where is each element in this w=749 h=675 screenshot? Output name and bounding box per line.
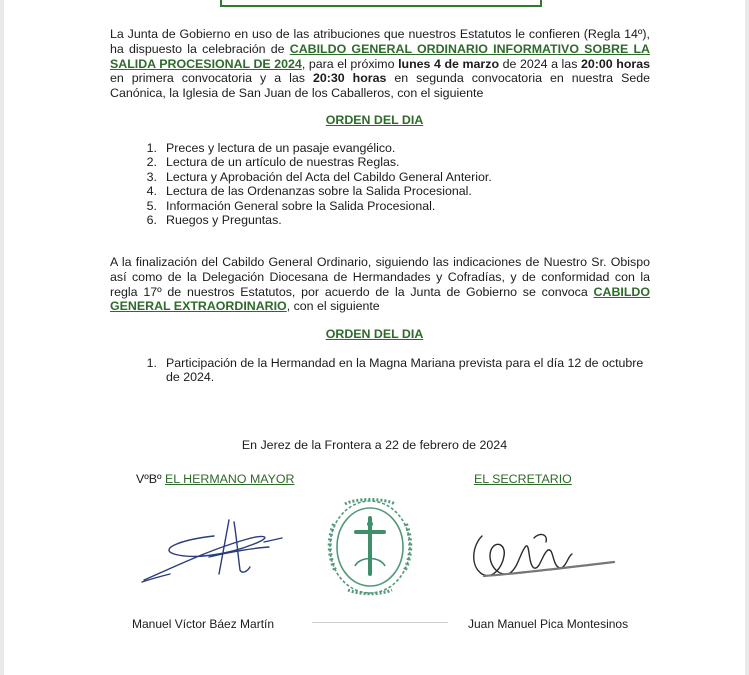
secretario-signature [464,518,624,588]
right-signatory-name: Juan Manuel Pica Montesinos [468,617,629,631]
hermano-mayor-signature [134,512,294,587]
list-item: 1. Participación de la Hermandad en la Magna Mariana prevista para el día 12 de octubre de 2024. [146,356,644,385]
second-call-time: 20:30 horas [312,71,387,86]
agenda-heading-2: ORDEN DEL DIA [325,327,424,341]
agenda-list-2 [135,356,655,385]
header-box-border [220,0,542,7]
extraordinary-paragraph: A la finalización del Cabildo General Ordinario, siguiendo las indicaciones de Nuestro Sr. Obispo así como de la Delegación Diocesana de Hermandades y Cofradías, y de conformidad con la regla 17º de nuestros Estatutos, por acuerdo de la Junta de Gobierno se convoca CABILDO GENERAL EXTRAORDINARIO, con el siguiente [110,255,650,314]
agenda-heading-1: ORDEN DEL DIA [325,113,424,127]
left-signature-title: VºBº EL HERMANO MAYOR [136,472,295,486]
intro-paragraph: La Junta de Gobierno en uso de las atribuciones que nuestros Estatutos le confieren (Regla 14º), ha dispuesto la celebración de CABILDO GENERAL ORDINARIO INFORMATIVO SOBRE LA SALIDA PROCESIONAL DE 2024, para el próximo lunes 4 de marzo de 2024 a las 20:00 horas en primera convocatoria y a las 20:30 horas en segunda convocatoria en nuestra Sede Canónica, la Iglesia de San Juan de los Caballeros, con el siguiente [110,27,651,101]
list-item: 6. Ruegos y Preguntas. [146,213,282,228]
ordinary-cabildo-title: CABILDO GENERAL ORDINARIO INFORMATIVO SOBRE LA SALIDA PROCESIONAL DE 2024 [110,41,650,71]
left-signatory-name: Manuel Víctor Báez Martín [132,617,275,631]
list-item: 4. Lectura de las Ordenanzas sobre la Salida Procesional. [146,184,472,199]
right-signature-title: EL SECRETARIO [474,472,572,486]
brotherhood-seal [320,494,420,599]
list-item: 1. Preces y lectura de un pasaje evangélico. [146,141,396,155]
place-and-date: En Jerez de la Frontera a 22 de febrero de 2024 [241,438,508,452]
extraordinary-cabildo-title: CABILDO GENERAL EXTRAORDINARIO [110,284,650,314]
document-page [4,0,745,675]
list-item: 3. Lectura y Aprobación del Acta del Cabildo General Anterior. [146,169,492,184]
list-item: 5. Información General sobre la Salida Procesional. [146,198,436,213]
first-call-time: 20:00 horas [580,56,650,71]
meeting-date: lunes 4 de marzo [398,56,500,71]
agenda-list-1 [135,141,492,227]
center-signature-line [312,622,448,623]
list-item: 2. Lectura de un artículo de nuestras Reglas. [146,155,400,170]
